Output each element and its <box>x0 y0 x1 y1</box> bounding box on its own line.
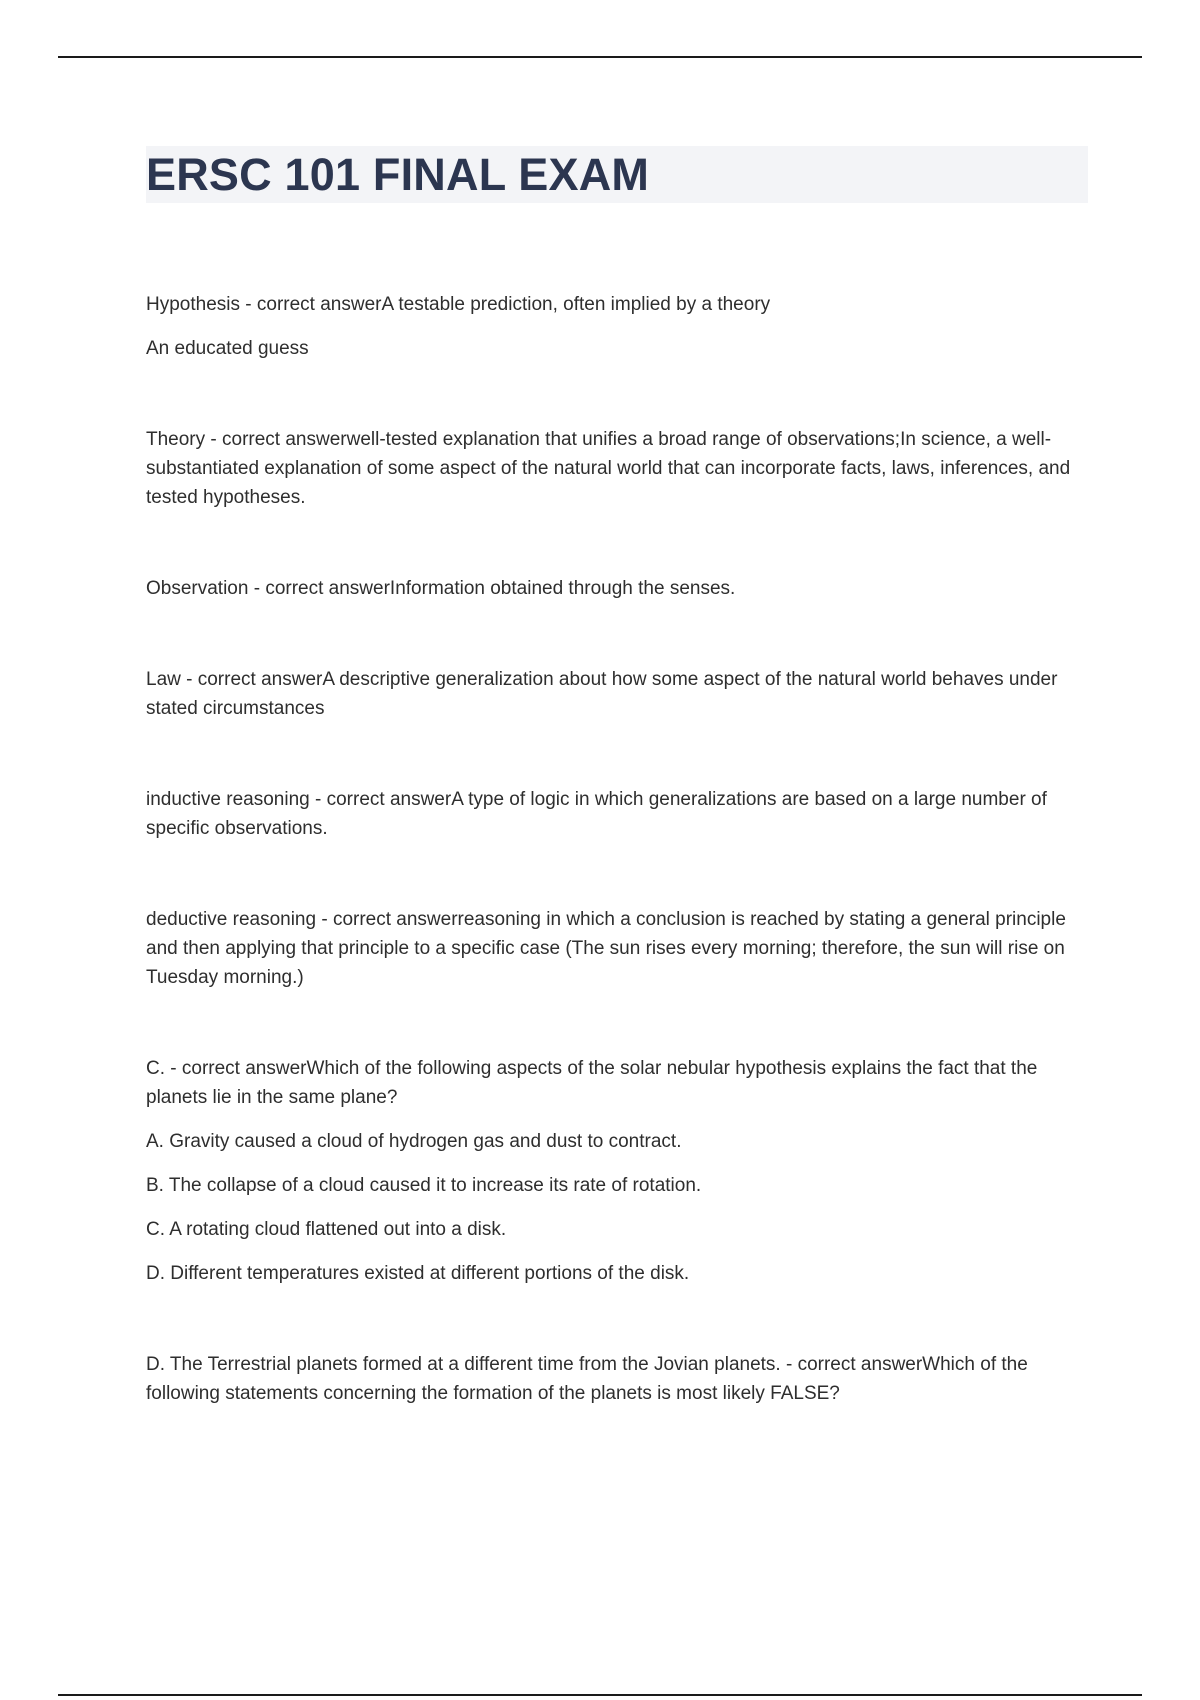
qa-paragraph: An educated guess <box>146 338 309 359</box>
qa-theory <box>146 425 1090 512</box>
qa-deductive-reasoning <box>146 905 1090 992</box>
top-rule <box>58 56 1142 58</box>
qa-law <box>146 665 1090 723</box>
qa-planet-formation <box>146 1350 1090 1408</box>
qa-paragraph: D. The Terrestrial planets formed at a different time from the Jovian planets. - correct answerWhich of the following statements concerning the formation of the planets is most likely FALSE? <box>146 1354 1028 1404</box>
qa-observation <box>146 574 1090 603</box>
qa-solar-nebular <box>146 1054 1090 1288</box>
document-title: ERSC 101 FINAL EXAM <box>146 149 650 200</box>
answer-option-d: D. Different temperatures existed at different portions of the disk. <box>146 1263 690 1284</box>
qa-paragraph: Hypothesis - correct answerA testable prediction, often implied by a theory <box>146 294 771 315</box>
document-body <box>146 290 1090 1408</box>
qa-paragraph: Observation - correct answerInformation obtained through the senses. <box>146 578 736 599</box>
qa-paragraph: inductive reasoning - correct answerA type of logic in which generalizations are based on a large number of specific observations. <box>146 789 1047 839</box>
qa-paragraph: Law - correct answerA descriptive generalization about how some aspect of the natural world behaves under stated circumstances <box>146 669 1058 719</box>
qa-paragraph: C. - correct answerWhich of the following aspects of the solar nebular hypothesis explains the fact that the planets lie in the same plane? <box>146 1058 1038 1108</box>
qa-paragraph: Theory - correct answerwell-tested explanation that unifies a broad range of observations;In science, a well-substantiated explanation of some aspect of the natural world that can incorporate facts, laws, inferences, and tested hypotheses. <box>146 429 1071 508</box>
qa-hypothesis <box>146 290 1090 363</box>
answer-option-c: C. A rotating cloud flattened out into a disk. <box>146 1219 507 1240</box>
qa-inductive-reasoning <box>146 785 1090 843</box>
qa-paragraph: deductive reasoning - correct answerreasoning in which a conclusion is reached by stating a general principle and then applying that principle to a specific case (The sun rises every morning; therefore, the sun will rise on Tuesday morning.) <box>146 909 1066 988</box>
answer-option-a: A. Gravity caused a cloud of hydrogen gas and dust to contract. <box>146 1131 682 1152</box>
bottom-rule <box>58 1694 1142 1696</box>
answer-option-b: B. The collapse of a cloud caused it to increase its rate of rotation. <box>146 1175 702 1196</box>
